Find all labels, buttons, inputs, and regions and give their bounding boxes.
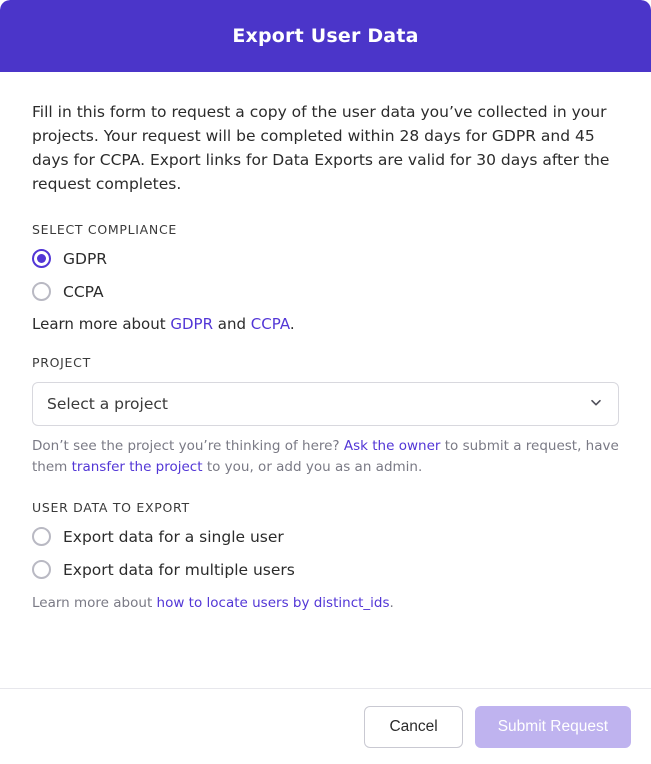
radio-multiple-users-icon[interactable] [32,560,51,579]
project-helper-prefix: Don’t see the project you’re thinking of here? [32,438,344,454]
link-locate-users-by-distinct-ids[interactable]: how to locate users by distinct_ids [156,595,390,611]
compliance-learn-more-prefix: Learn more about [32,315,171,333]
compliance-learn-more-suffix: . [289,315,295,333]
project-section-label: PROJECT [32,355,91,370]
radio-gdpr-label: GDPR [63,249,108,268]
radio-single-user-icon[interactable] [32,527,51,546]
user-data-helper-suffix: . [389,595,394,611]
project-helper-middle: to submit a request, have them [32,438,619,475]
intro-text: Fill in this form to request a copy of the user data you’ve collected in your projects. Your request will be completed within 28 days for GDPR and 45 days for CCPA. Export links for Data Exports are valid for 30 days after the request completes. [32,103,610,193]
radio-option-single-user[interactable] [32,527,619,546]
compliance-section [32,222,619,333]
submit-request-button[interactable]: Submit Request [475,706,631,748]
compliance-learn-more-conjunction: and [213,315,251,333]
modal-footer [0,688,651,764]
radio-option-gdpr[interactable] [32,249,619,268]
modal-body [0,72,651,688]
user-data-helper-text [32,593,619,614]
project-helper-text [32,436,619,478]
project-select[interactable] [32,382,619,426]
user-data-section-label: USER DATA TO EXPORT [32,500,190,515]
compliance-learn-more [32,315,619,333]
user-data-section [32,500,619,614]
link-transfer-the-project[interactable]: transfer the project [71,459,203,475]
radio-ccpa-label: CCPA [63,282,104,301]
link-ask-the-owner[interactable]: Ask the owner [343,438,441,454]
radio-gdpr-icon[interactable] [32,249,51,268]
modal-title: Export User Data [232,25,419,47]
radio-multiple-users-label: Export data for multiple users [63,560,295,579]
radio-single-user-label: Export data for a single user [63,527,284,546]
project-section [32,355,619,478]
link-ccpa[interactable]: CCPA [250,315,290,333]
radio-option-multiple-users[interactable] [32,560,619,579]
compliance-section-label: SELECT COMPLIANCE [32,222,177,237]
radio-option-ccpa[interactable] [32,282,619,301]
link-gdpr[interactable]: GDPR [170,315,214,333]
project-select-value: Select a project [47,395,168,413]
user-data-helper-prefix: Learn more about [32,595,157,611]
project-helper-suffix: to you, or add you as an admin. [202,459,423,475]
modal-header [0,0,651,72]
radio-ccpa-icon[interactable] [32,282,51,301]
cancel-button[interactable]: Cancel [364,706,462,748]
project-select-wrap [32,382,619,426]
